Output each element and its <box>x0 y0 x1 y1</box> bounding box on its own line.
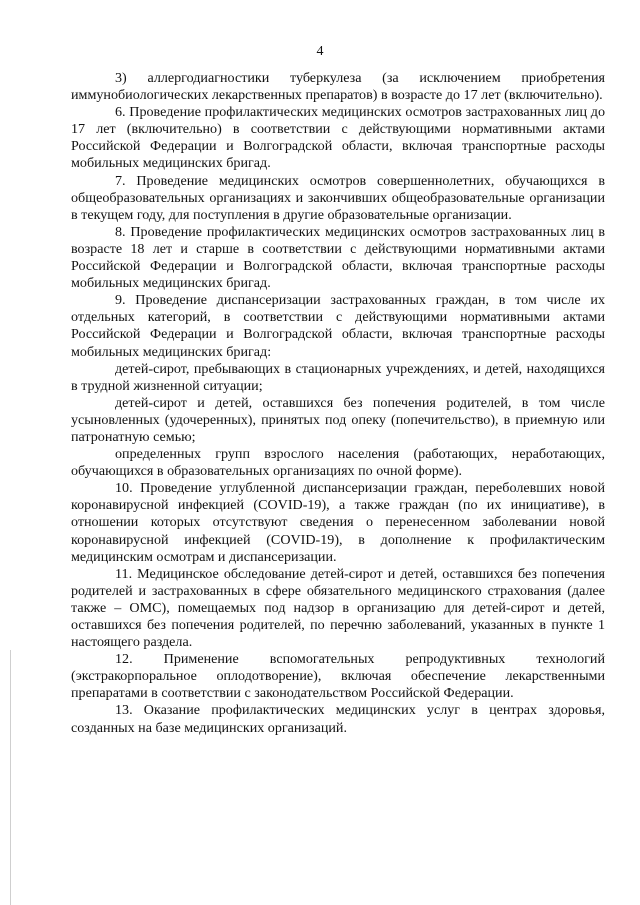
paragraph-9: 9. Проведение диспансеризации застрахованных граждан, в том числе их отдельных категорий, в соответствии с действующими нормативными актами Российской Федерации и Волгоградской области, включая транспортные расходы мобильных медицинских бригад: <box>71 292 605 360</box>
paragraph-9-orphans: детей-сирот, пребывающих в стационарных учреждениях, и детей, находящихся в трудной жизненной ситуации; <box>71 360 605 394</box>
paragraph-6: 6. Проведение профилактических медицинских осмотров застрахованных лиц до 17 лет (включительно) в соответствии с действующими нормативными актами Российской Федерации и Волгоградской области, включая транспортные расходы мобильных медицинских бригад. <box>71 104 605 172</box>
document-body <box>71 70 605 737</box>
paragraph-9-adult-groups: определенных групп взрослого населения (работающих, неработающих, обучающихся в образовательных организациях по очной форме). <box>71 446 605 480</box>
paragraph-11: 11. Медицинское обследование детей-сирот и детей, оставшихся без попечения родителей и застрахованных в сфере обязательного медицинского страхования (далее также – ОМС), помещаемых под надзор в организацию для детей-сирот и детей, оставшихся без попечения родителей, по перечню заболеваний, указанных в пункте 1 настоящего раздела. <box>71 565 605 651</box>
paragraph-10: 10. Проведение углубленной диспансеризации граждан, переболевших новой коронавирусной инфекцией (COVID-19), а также граждан (по их инициативе), в отношении которых отсутствуют сведения о перенесенном заболевании новой коронавирусной инфекцией (COVID-19), в дополнение к профилактическим медицинским осмотрам и диспансеризации. <box>71 480 605 565</box>
page-number: 4 <box>316 44 324 59</box>
scan-edge-line <box>10 650 11 905</box>
paragraph-item-3: 3) аллергодиагностики туберкулеза (за исключением приобретения иммунобиологических лекарственных препаратов) в возрасте до 17 лет (включительно). <box>71 70 605 104</box>
paragraph-7: 7. Проведение медицинских осмотров совершеннолетних, обучающихся в общеобразовательных организациях и закончивших общеобразовательные организации в текущем году, для поступления в другие образовательные организации. <box>71 172 605 223</box>
paragraph-9-orphans-without-care: детей-сирот и детей, оставшихся без попечения родителей, в том числе усыновленных (удочеренных), принятых под опеку (попечительство), в приемную или патронатную семью; <box>71 394 605 445</box>
paragraph-13: 13. Оказание профилактических медицинских услуг в центрах здоровья, созданных на базе медицинских организаций. <box>71 702 605 736</box>
paragraph-8: 8. Проведение профилактических медицинских осмотров застрахованных лиц в возрасте 18 лет и старше в соответствии с действующими нормативными актами Российской Федерации и Волгоградской области, включая транспортные расходы мобильных медицинских бригад. <box>71 223 605 292</box>
paragraph-12: 12. Применение вспомогательных репродуктивных технологий (экстракорпоральное оплодотворение), включая обеспечение лекарственными препаратами в соответствии с законодательством Российской Федерации. <box>71 651 605 702</box>
